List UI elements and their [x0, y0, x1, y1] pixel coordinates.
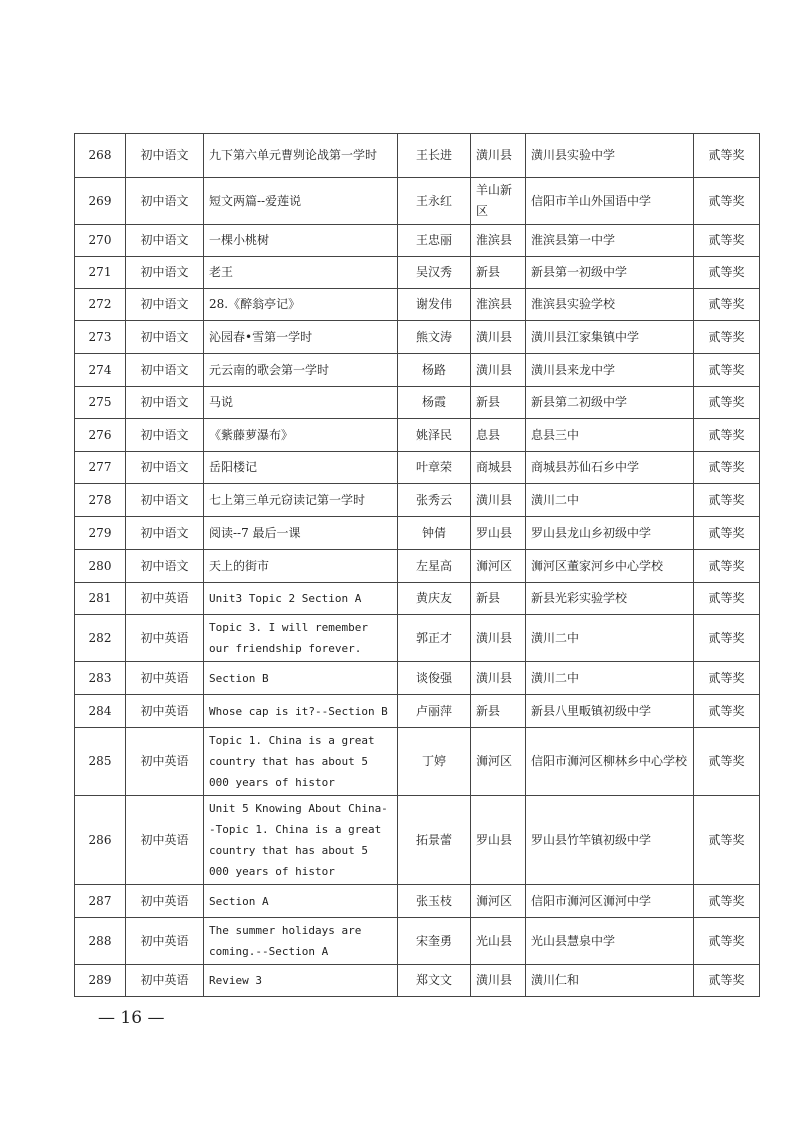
- table-row: [75, 517, 760, 550]
- lesson-title-cell: Unit3 Topic 2 Section A: [204, 583, 398, 615]
- prize-cell: 贰等奖: [694, 134, 760, 178]
- teacher-name-cell: 王永红: [398, 178, 471, 225]
- row-number: 282: [75, 615, 126, 662]
- lesson-title-cell: Section A: [204, 885, 398, 918]
- school-cell: 商城县苏仙石乡中学: [526, 452, 694, 484]
- table-row: [75, 289, 760, 321]
- lesson-title-cell: 元云南的歌会第一学时: [204, 354, 398, 387]
- lesson-title-cell: Topic 3. I will remember our friendship forever.: [204, 615, 398, 662]
- table-row: [75, 321, 760, 354]
- table-row: [75, 796, 760, 885]
- teacher-name-cell: 郑文文: [398, 965, 471, 997]
- county-cell: 罗山县: [471, 517, 526, 550]
- teacher-name-cell: 谢发伟: [398, 289, 471, 321]
- teacher-name-cell: 张玉枝: [398, 885, 471, 918]
- prize-cell: 贰等奖: [694, 550, 760, 583]
- subject-cell: 初中语文: [126, 178, 204, 225]
- subject-cell: 初中语文: [126, 517, 204, 550]
- prize-cell: 贰等奖: [694, 354, 760, 387]
- prize-cell: 贰等奖: [694, 484, 760, 517]
- county-cell: 潢川县: [471, 134, 526, 178]
- school-cell: 新县第二初级中学: [526, 387, 694, 419]
- row-number: 274: [75, 354, 126, 387]
- awards-table-body: [75, 134, 760, 997]
- school-cell: 信阳市羊山外国语中学: [526, 178, 694, 225]
- lesson-title-cell: 《紫藤萝瀑布》: [204, 419, 398, 452]
- county-cell: 潢川县: [471, 321, 526, 354]
- lesson-title-cell: Whose cap is it?--Section B: [204, 695, 398, 728]
- school-cell: 新县光彩实验学校: [526, 583, 694, 615]
- table-row: [75, 134, 760, 178]
- county-cell: 潢川县: [471, 662, 526, 695]
- lesson-title-cell: Unit 5 Knowing About China--Topic 1. China is a great country that has about 5 000 years of histor: [204, 796, 398, 885]
- prize-cell: 贰等奖: [694, 918, 760, 965]
- teacher-name-cell: 黄庆友: [398, 583, 471, 615]
- table-row: [75, 662, 760, 695]
- subject-cell: 初中语文: [126, 354, 204, 387]
- prize-cell: 贰等奖: [694, 583, 760, 615]
- table-row: [75, 965, 760, 997]
- row-number: 273: [75, 321, 126, 354]
- county-cell: 羊山新区: [471, 178, 526, 225]
- lesson-title-cell: 28.《醉翁亭记》: [204, 289, 398, 321]
- prize-cell: 贰等奖: [694, 225, 760, 257]
- school-cell: 浉河区董家河乡中心学校: [526, 550, 694, 583]
- county-cell: 潢川县: [471, 615, 526, 662]
- lesson-title-cell: 岳阳楼记: [204, 452, 398, 484]
- teacher-name-cell: 左星高: [398, 550, 471, 583]
- subject-cell: 初中语文: [126, 289, 204, 321]
- school-cell: 信阳市浉河区浉河中学: [526, 885, 694, 918]
- table-row: [75, 583, 760, 615]
- county-cell: 淮滨县: [471, 289, 526, 321]
- subject-cell: 初中英语: [126, 728, 204, 796]
- teacher-name-cell: 张秀云: [398, 484, 471, 517]
- school-cell: 息县三中: [526, 419, 694, 452]
- row-number: 286: [75, 796, 126, 885]
- row-number: 278: [75, 484, 126, 517]
- table-row: [75, 354, 760, 387]
- teacher-name-cell: 杨霞: [398, 387, 471, 419]
- row-number: 280: [75, 550, 126, 583]
- subject-cell: 初中英语: [126, 615, 204, 662]
- prize-cell: 贰等奖: [694, 615, 760, 662]
- teacher-name-cell: 熊文涛: [398, 321, 471, 354]
- subject-cell: 初中语文: [126, 550, 204, 583]
- teacher-name-cell: 钟倩: [398, 517, 471, 550]
- lesson-title-cell: Topic 1. China is a great country that has about 5 000 years of histor: [204, 728, 398, 796]
- lesson-title-cell: 短文两篇--爱莲说: [204, 178, 398, 225]
- row-number: 285: [75, 728, 126, 796]
- county-cell: 新县: [471, 257, 526, 289]
- county-cell: 新县: [471, 583, 526, 615]
- subject-cell: 初中语文: [126, 321, 204, 354]
- row-number: 281: [75, 583, 126, 615]
- row-number: 276: [75, 419, 126, 452]
- subject-cell: 初中语文: [126, 257, 204, 289]
- subject-cell: 初中英语: [126, 695, 204, 728]
- row-number: 272: [75, 289, 126, 321]
- school-cell: 潢川县来龙中学: [526, 354, 694, 387]
- lesson-title-cell: Section B: [204, 662, 398, 695]
- school-cell: 潢川县实验中学: [526, 134, 694, 178]
- county-cell: 新县: [471, 387, 526, 419]
- teacher-name-cell: 拓景蕾: [398, 796, 471, 885]
- row-number: 270: [75, 225, 126, 257]
- subject-cell: 初中英语: [126, 583, 204, 615]
- table-row: [75, 225, 760, 257]
- teacher-name-cell: 杨路: [398, 354, 471, 387]
- school-cell: 潢川二中: [526, 662, 694, 695]
- table-row: [75, 257, 760, 289]
- school-cell: 罗山县龙山乡初级中学: [526, 517, 694, 550]
- county-cell: 新县: [471, 695, 526, 728]
- table-row: [75, 918, 760, 965]
- county-cell: 息县: [471, 419, 526, 452]
- county-cell: 浉河区: [471, 550, 526, 583]
- prize-cell: 贰等奖: [694, 517, 760, 550]
- county-cell: 潢川县: [471, 965, 526, 997]
- prize-cell: 贰等奖: [694, 695, 760, 728]
- table-row: [75, 419, 760, 452]
- school-cell: 新县第一初级中学: [526, 257, 694, 289]
- teacher-name-cell: 宋奎勇: [398, 918, 471, 965]
- prize-cell: 贰等奖: [694, 419, 760, 452]
- prize-cell: 贰等奖: [694, 662, 760, 695]
- row-number: 269: [75, 178, 126, 225]
- lesson-title-cell: 一棵小桃树: [204, 225, 398, 257]
- lesson-title-cell: 七上第三单元窃读记第一学时: [204, 484, 398, 517]
- row-number: 288: [75, 918, 126, 965]
- prize-cell: 贰等奖: [694, 257, 760, 289]
- county-cell: 商城县: [471, 452, 526, 484]
- teacher-name-cell: 王长进: [398, 134, 471, 178]
- prize-cell: 贰等奖: [694, 796, 760, 885]
- table-row: [75, 452, 760, 484]
- table-row: [75, 615, 760, 662]
- row-number: 277: [75, 452, 126, 484]
- subject-cell: 初中语文: [126, 484, 204, 517]
- county-cell: 浉河区: [471, 885, 526, 918]
- county-cell: 潢川县: [471, 354, 526, 387]
- row-number: 275: [75, 387, 126, 419]
- school-cell: 罗山县竹竿镇初级中学: [526, 796, 694, 885]
- page-number: — 16 —: [98, 1008, 165, 1028]
- table-row: [75, 728, 760, 796]
- prize-cell: 贰等奖: [694, 289, 760, 321]
- teacher-name-cell: 叶章荣: [398, 452, 471, 484]
- table-row: [75, 387, 760, 419]
- subject-cell: 初中语文: [126, 452, 204, 484]
- prize-cell: 贰等奖: [694, 178, 760, 225]
- subject-cell: 初中语文: [126, 419, 204, 452]
- lesson-title-cell: 老王: [204, 257, 398, 289]
- county-cell: 罗山县: [471, 796, 526, 885]
- lesson-title-cell: 马说: [204, 387, 398, 419]
- subject-cell: 初中英语: [126, 918, 204, 965]
- teacher-name-cell: 吴汉秀: [398, 257, 471, 289]
- county-cell: 光山县: [471, 918, 526, 965]
- subject-cell: 初中英语: [126, 965, 204, 997]
- row-number: 268: [75, 134, 126, 178]
- teacher-name-cell: 谈俊强: [398, 662, 471, 695]
- county-cell: 潢川县: [471, 484, 526, 517]
- lesson-title-cell: Review 3: [204, 965, 398, 997]
- lesson-title-cell: 阅读--7 最后一课: [204, 517, 398, 550]
- row-number: 284: [75, 695, 126, 728]
- row-number: 279: [75, 517, 126, 550]
- school-cell: 潢川二中: [526, 615, 694, 662]
- subject-cell: 初中语文: [126, 387, 204, 419]
- subject-cell: 初中英语: [126, 662, 204, 695]
- teacher-name-cell: 丁婷: [398, 728, 471, 796]
- table-row: [75, 484, 760, 517]
- school-cell: 新县八里畈镇初级中学: [526, 695, 694, 728]
- lesson-title-cell: The summer holidays are coming.--Section A: [204, 918, 398, 965]
- table-row: [75, 550, 760, 583]
- teacher-name-cell: 卢丽萍: [398, 695, 471, 728]
- teacher-name-cell: 王忠丽: [398, 225, 471, 257]
- school-cell: 信阳市浉河区柳林乡中心学校: [526, 728, 694, 796]
- school-cell: 潢川仁和: [526, 965, 694, 997]
- county-cell: 浉河区: [471, 728, 526, 796]
- prize-cell: 贰等奖: [694, 728, 760, 796]
- prize-cell: 贰等奖: [694, 321, 760, 354]
- prize-cell: 贰等奖: [694, 885, 760, 918]
- subject-cell: 初中英语: [126, 885, 204, 918]
- table-row: [75, 178, 760, 225]
- lesson-title-cell: 沁园春•雪第一学时: [204, 321, 398, 354]
- prize-cell: 贰等奖: [694, 965, 760, 997]
- row-number: 289: [75, 965, 126, 997]
- lesson-title-cell: 九下第六单元曹刿论战第一学时: [204, 134, 398, 178]
- school-cell: 潢川县江家集镇中学: [526, 321, 694, 354]
- subject-cell: 初中语文: [126, 225, 204, 257]
- prize-cell: 贰等奖: [694, 452, 760, 484]
- school-cell: 光山县慧泉中学: [526, 918, 694, 965]
- prize-cell: 贰等奖: [694, 387, 760, 419]
- table-row: [75, 695, 760, 728]
- awards-table: [74, 133, 760, 997]
- row-number: 271: [75, 257, 126, 289]
- teacher-name-cell: 郭正才: [398, 615, 471, 662]
- school-cell: 淮滨县第一中学: [526, 225, 694, 257]
- row-number: 287: [75, 885, 126, 918]
- county-cell: 淮滨县: [471, 225, 526, 257]
- school-cell: 淮滨县实验学校: [526, 289, 694, 321]
- subject-cell: 初中语文: [126, 134, 204, 178]
- subject-cell: 初中英语: [126, 796, 204, 885]
- table-row: [75, 885, 760, 918]
- school-cell: 潢川二中: [526, 484, 694, 517]
- lesson-title-cell: 天上的街市: [204, 550, 398, 583]
- teacher-name-cell: 姚泽民: [398, 419, 471, 452]
- row-number: 283: [75, 662, 126, 695]
